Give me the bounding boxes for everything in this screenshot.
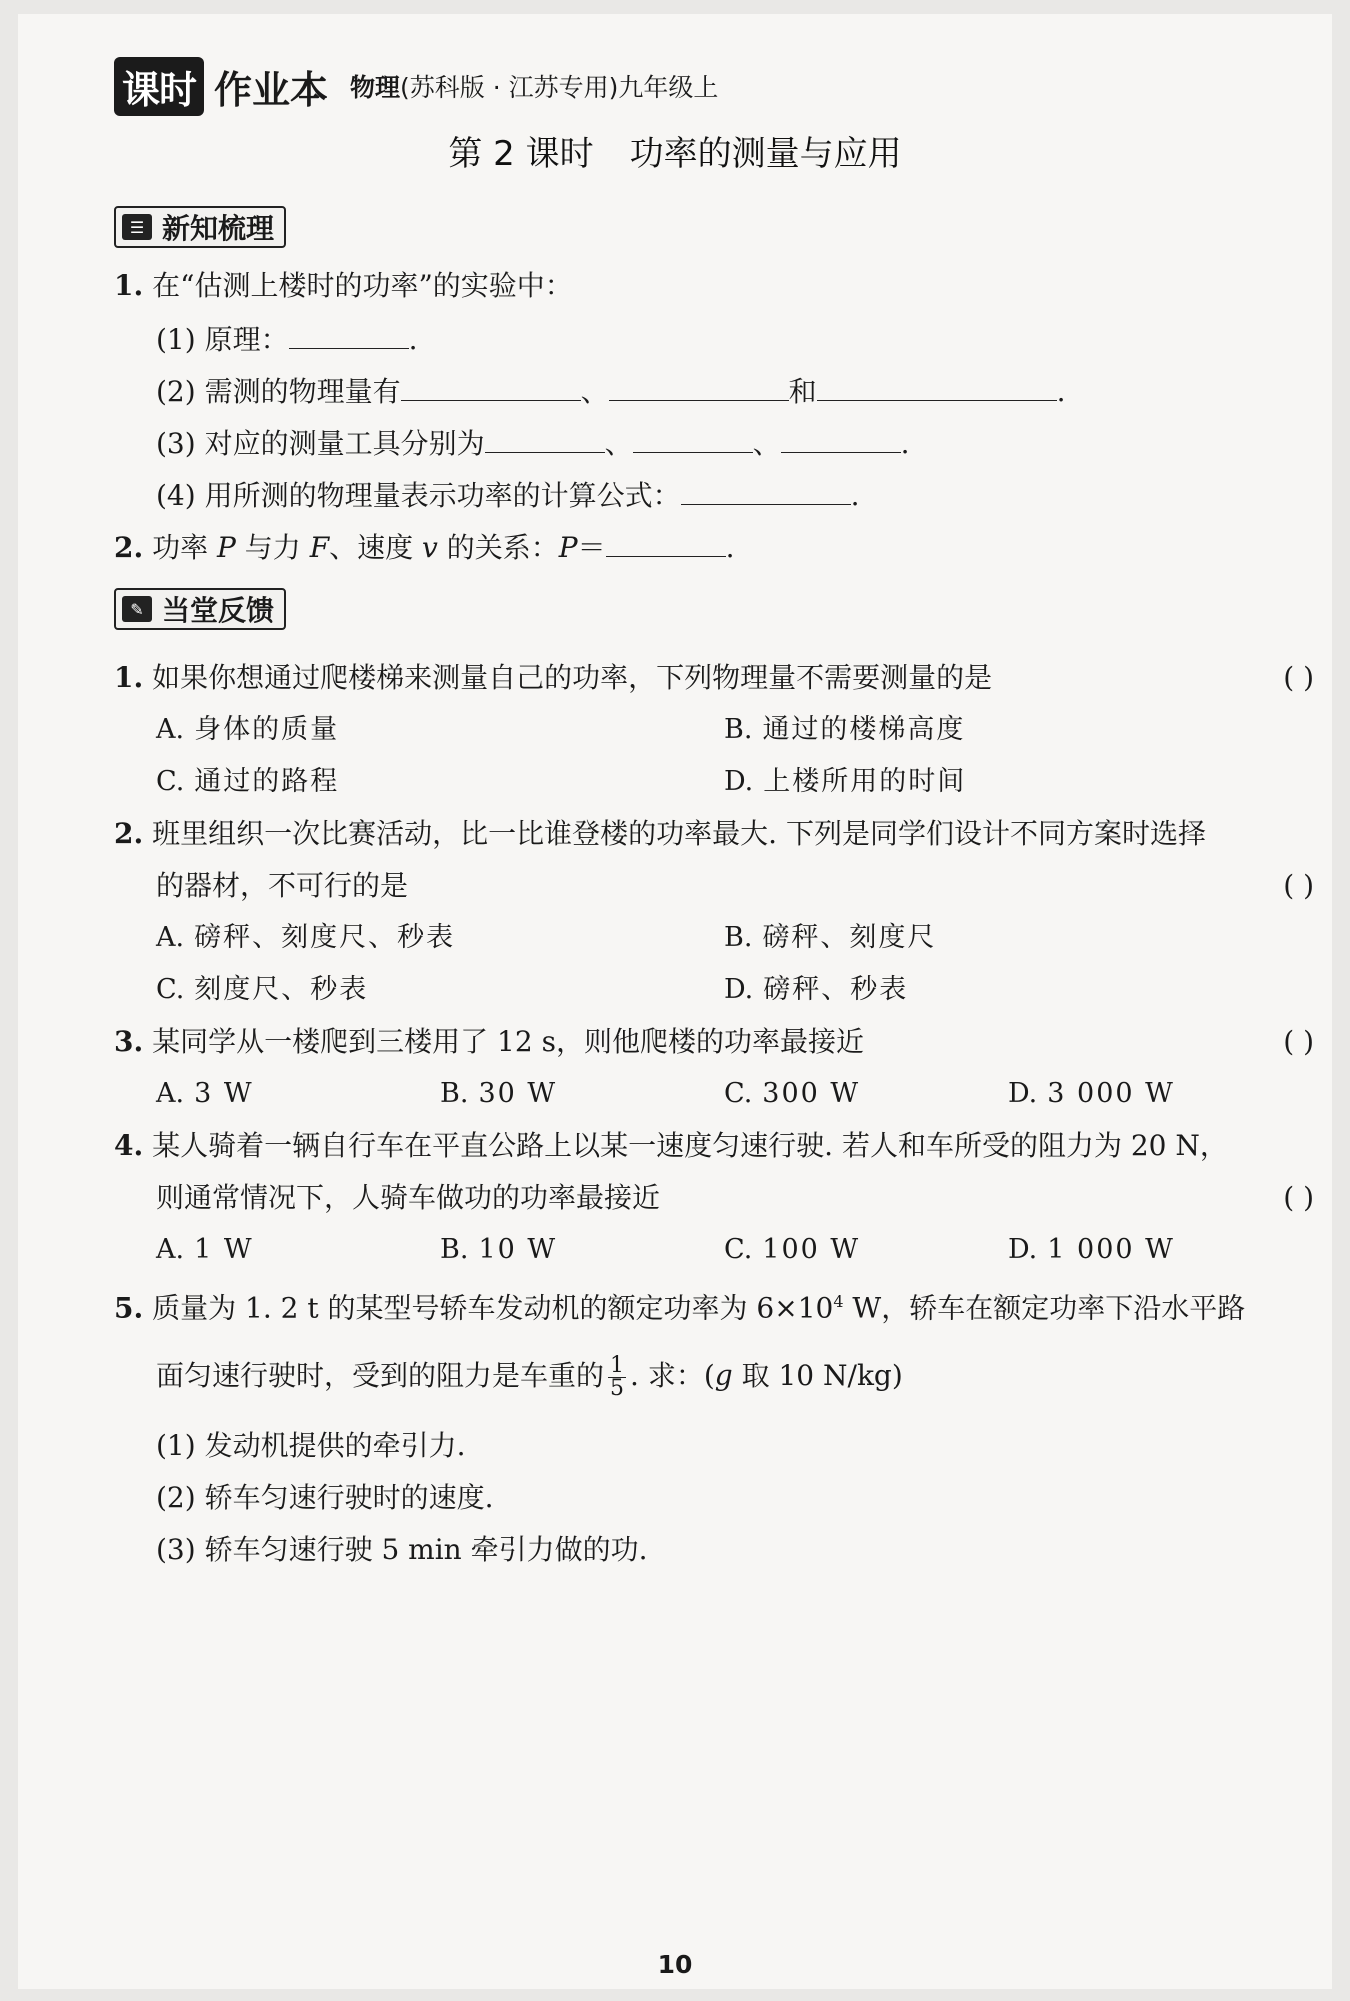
- lesson-name: 功率的测量与应用: [629, 134, 902, 174]
- s2-q1-option-b[interactable]: B. 通过的楼梯高度: [724, 714, 966, 745]
- s1-q1-stem: 1. 在“估测上楼时的功率”的实验中：: [114, 269, 573, 302]
- s2-q5-stem-line2: 面匀速行驶时，受到的阻力是车重的 $\frac{1}{5}$ . 求：(g 取 10 N/kg): [156, 1353, 903, 1401]
- s2-q2-option-b[interactable]: B. 磅秤、刻度尺: [724, 922, 937, 953]
- s2-q2-stem-line1: 2. 班里组织一次比赛活动，比一比谁登楼的功率最大. 下列是同学们设计不同方案时选择: [114, 817, 1206, 850]
- s2-q4-option-b[interactable]: B. 10 W: [440, 1234, 558, 1265]
- page-number: 10: [657, 1950, 693, 1979]
- fraction-one-fifth: $\frac{1}{5}$: [610, 1353, 625, 1401]
- answer-parentheses[interactable]: ( ): [1283, 661, 1314, 694]
- lesson-title: [18, 126, 1332, 175]
- s2-q1-option-a[interactable]: A. 身体的质量: [156, 714, 340, 745]
- lesson-number: 第 2 课时: [448, 134, 594, 174]
- page-header: [114, 56, 718, 116]
- s1-q1-part1: (1) 原理： .: [156, 318, 417, 360]
- s2-q4-option-d[interactable]: D. 1 000 W: [1008, 1234, 1175, 1265]
- answer-parentheses[interactable]: ( ): [1283, 869, 1314, 902]
- answer-blank[interactable]: [401, 370, 581, 401]
- s2-q5-sub3: (3) 轿车匀速行驶 5 min 牵引力做的功.: [156, 1533, 648, 1566]
- answer-blank[interactable]: [681, 474, 851, 505]
- answer-blank[interactable]: [781, 422, 901, 453]
- s2-q4-stem-line2: 则通常情况下，人骑车做功的功率最接近 ( ): [156, 1178, 1314, 1218]
- s2-q4-option-c[interactable]: C. 100 W: [724, 1234, 861, 1265]
- s1-q2: 2. 功率 P 与力 F、速度 v 的关系：P＝ .: [114, 526, 735, 568]
- worksheet-page: [18, 14, 1332, 1989]
- s2-q2-stem-line2: 的器材，不可行的是 ( ): [156, 866, 1314, 906]
- s1-q1-part4: (4) 用所测的物理量表示功率的计算公式： .: [156, 474, 859, 516]
- s2-q5-sub2: (2) 轿车匀速行驶时的速度.: [156, 1481, 494, 1514]
- s2-q4-stem-line1: 4. 某人骑着一辆自行车在平直公路上以某一速度匀速行驶. 若人和车所受的阻力为 20 N，: [114, 1129, 1228, 1162]
- s2-q3-stem: 3. 某同学从一楼爬到三楼用了 12 s，则他爬楼的功率最接近 ( ): [114, 1022, 1314, 1062]
- s2-q2-option-c[interactable]: C. 刻度尺、秒表: [156, 974, 369, 1005]
- s1-q1-part3: (3) 对应的测量工具分别为 、 、 .: [156, 422, 910, 464]
- s2-q5-sub1: (1) 发动机提供的牵引力.: [156, 1429, 466, 1462]
- s2-q3-option-d[interactable]: D. 3 000 W: [1008, 1078, 1175, 1109]
- book-icon: ☰: [122, 214, 152, 240]
- answer-blank[interactable]: [609, 370, 789, 401]
- answer-blank[interactable]: [606, 526, 726, 557]
- s2-q2-option-a[interactable]: A. 磅秤、刻度尺、秒表: [156, 922, 456, 953]
- s2-q3-option-c[interactable]: C. 300 W: [724, 1078, 861, 1109]
- answer-blank[interactable]: [485, 422, 605, 453]
- subject: 物理: [350, 73, 401, 102]
- s2-q2-option-d[interactable]: D. 磅秤、秒表: [724, 974, 909, 1005]
- answer-blank[interactable]: [817, 370, 1057, 401]
- section-tag-new-knowledge: [114, 206, 286, 248]
- answer-blank[interactable]: [633, 422, 753, 453]
- book-info: [350, 68, 718, 104]
- section-label: 当堂反馈: [162, 594, 275, 627]
- s2-q5-stem-line1: 5. 质量为 1. 2 t 的某型号轿车发动机的额定功率为 $6\times 10^4$ W，轿车在额定功率下沿水平路: [114, 1291, 1246, 1325]
- section-tag-feedback: [114, 588, 286, 630]
- brand-logo: 课时: [114, 57, 204, 116]
- brand-name: 作业本: [214, 67, 329, 112]
- s2-q3-option-a[interactable]: A. 3 W: [156, 1078, 254, 1109]
- section-label: 新知梳理: [162, 212, 275, 245]
- s2-q3-option-b[interactable]: B. 30 W: [440, 1078, 558, 1109]
- pencil-icon: ✎: [122, 596, 152, 622]
- edition: (苏科版 · 江苏专用)九年级上: [400, 73, 719, 102]
- answer-blank[interactable]: [289, 318, 409, 349]
- s2-q1-option-d[interactable]: D. 上楼所用的时间: [724, 766, 967, 797]
- s1-q1-part2: (2) 需测的物理量有 、 和 .: [156, 370, 1066, 412]
- answer-parentheses[interactable]: ( ): [1283, 1025, 1314, 1058]
- s2-q4-option-a[interactable]: A. 1 W: [156, 1234, 254, 1265]
- s2-q1-option-c[interactable]: C. 通过的路程: [156, 766, 340, 797]
- answer-parentheses[interactable]: ( ): [1283, 1181, 1314, 1214]
- s2-q1-stem: 1. 如果你想通过爬楼梯来测量自己的功率，下列物理量不需要测量的是 ( ): [114, 658, 1314, 698]
